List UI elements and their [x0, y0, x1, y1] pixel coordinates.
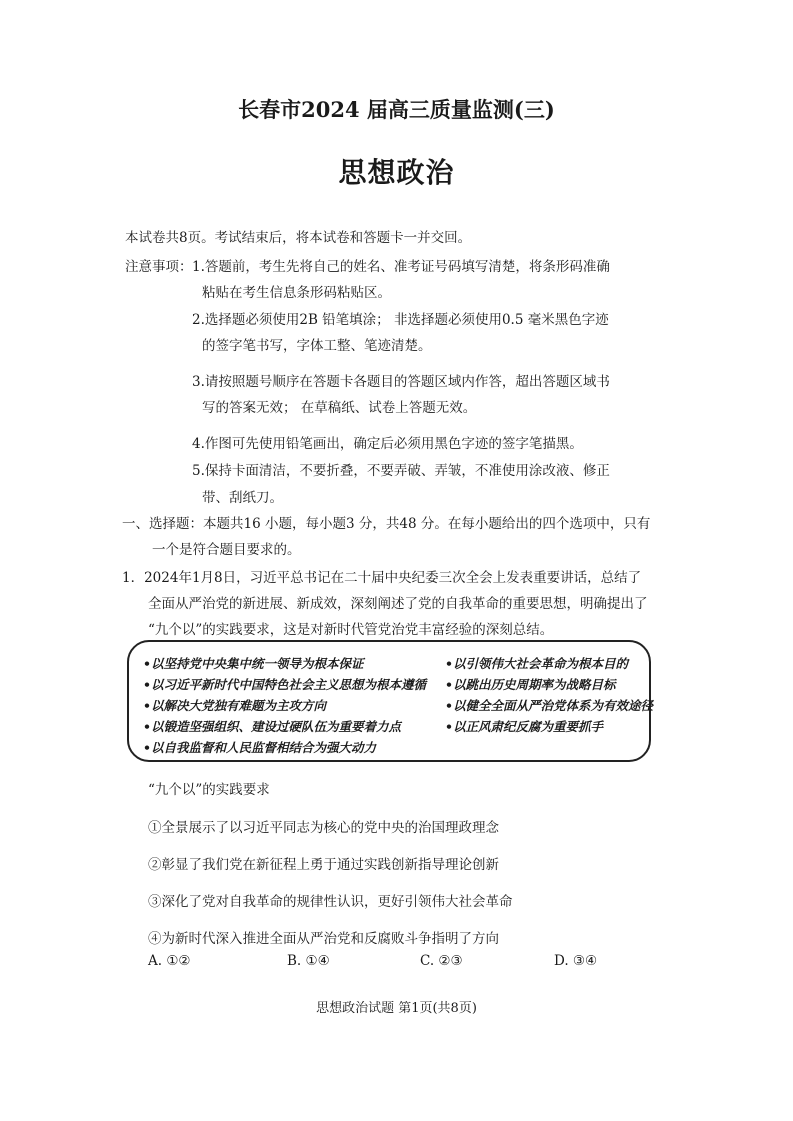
practice-requirements-box — [127, 640, 651, 762]
section-heading: 一、选择题：本题共16 小题，每小题3 分，共48 分。在每小题给出的四个选项中，只有 — [122, 516, 651, 532]
notice-line: 4.作图可先使用铅笔画出，确定后必须用黑色字迹的签字笔描黑。 — [192, 436, 583, 452]
statement: ②彰显了我们党在新征程上勇于通过实践创新指导理论创新 — [148, 857, 499, 873]
option-a: A. ①② — [148, 953, 191, 969]
requirement-item: •以健全全面从严治党体系为有效途径 — [445, 698, 653, 713]
section-heading-cont: 一个是符合题目要求的。 — [152, 542, 301, 558]
exam-title: 长春市2024 届高三质量监测(三) — [238, 97, 555, 122]
notice-line: 写的答案无效； 在草稿纸、试卷上答题无效。 — [202, 400, 477, 416]
notice-line: 1.答题前，考生先将自己的姓名、准考证号码填写清楚，将条形码准确 — [192, 259, 610, 275]
notice-line: 粘贴在考生信息条形码粘贴区。 — [202, 285, 391, 301]
requirement-item: •以解决大党独有难题为主攻方向 — [143, 698, 326, 713]
notice-line: 3.请按照题号顺序在答题卡各题目的答题区域内作答，超出答题区域书 — [192, 374, 610, 390]
notice-label: 注意事项： — [125, 259, 193, 275]
notice-line: 5.保持卡面清洁，不要折叠，不要弄破、弄皱，不准使用涂改液、修正 — [192, 463, 610, 479]
requirement-item: •以自我监督和人民监督相结合为强大动力 — [143, 740, 376, 755]
statement: ①全景展示了以习近平同志为核心的党中央的治国理政理念 — [148, 820, 499, 836]
subject-title: 思想政治 — [338, 156, 455, 189]
option-d: D. ③④ — [554, 953, 598, 969]
notice-line: 的签字笔书写，字体工整、笔迹清楚。 — [202, 338, 432, 354]
question-stem: 全面从严治党的新进展、新成效，深刻阐述了党的自我革命的重要思想，明确提出了 — [148, 596, 648, 612]
box-caption: “九个以”的实践要求 — [148, 782, 270, 798]
requirement-item: •以锻造坚强组织、建设过硬队伍为重要着力点 — [143, 719, 401, 734]
question-stem: 1．2024年1月8日，习近平总书记在二十届中央纪委三次全会上发表重要讲话，总结了 — [122, 570, 642, 586]
requirement-item: •以习近平新时代中国特色社会主义思想为根本遵循 — [143, 677, 426, 692]
intro-text: 本试卷共8页。考试结束后，将本试卷和答题卡一并交回。 — [125, 230, 472, 246]
requirement-item: •以引领伟大社会革命为根本目的 — [445, 656, 628, 671]
statement: ③深化了党对自我革命的规律性认识，更好引领伟大社会革命 — [148, 894, 513, 910]
option-c: C. ②③ — [420, 953, 463, 969]
requirement-item: •以跳出历史周期率为战略目标 — [445, 677, 616, 692]
requirement-item: •以正风肃纪反腐为重要抓手 — [445, 719, 603, 734]
statement: ④为新时代深入推进全面从严治党和反腐败斗争指明了方向 — [148, 931, 499, 947]
notice-line: 2.选择题必须使用2B 铅笔填涂； 非选择题必须使用0.5 毫米黑色字迹 — [192, 312, 609, 328]
option-b: B. ①④ — [287, 953, 330, 969]
page-footer: 思想政治试题 第1页(共8页) — [316, 1001, 477, 1016]
requirement-item: •以坚持党中央集中统一领导为根本保证 — [143, 656, 364, 671]
notice-line: 带、刮纸刀。 — [202, 490, 283, 506]
question-stem: “九个以”的实践要求，这是对新时代管党治党丰富经验的深刻总结。 — [148, 622, 554, 638]
